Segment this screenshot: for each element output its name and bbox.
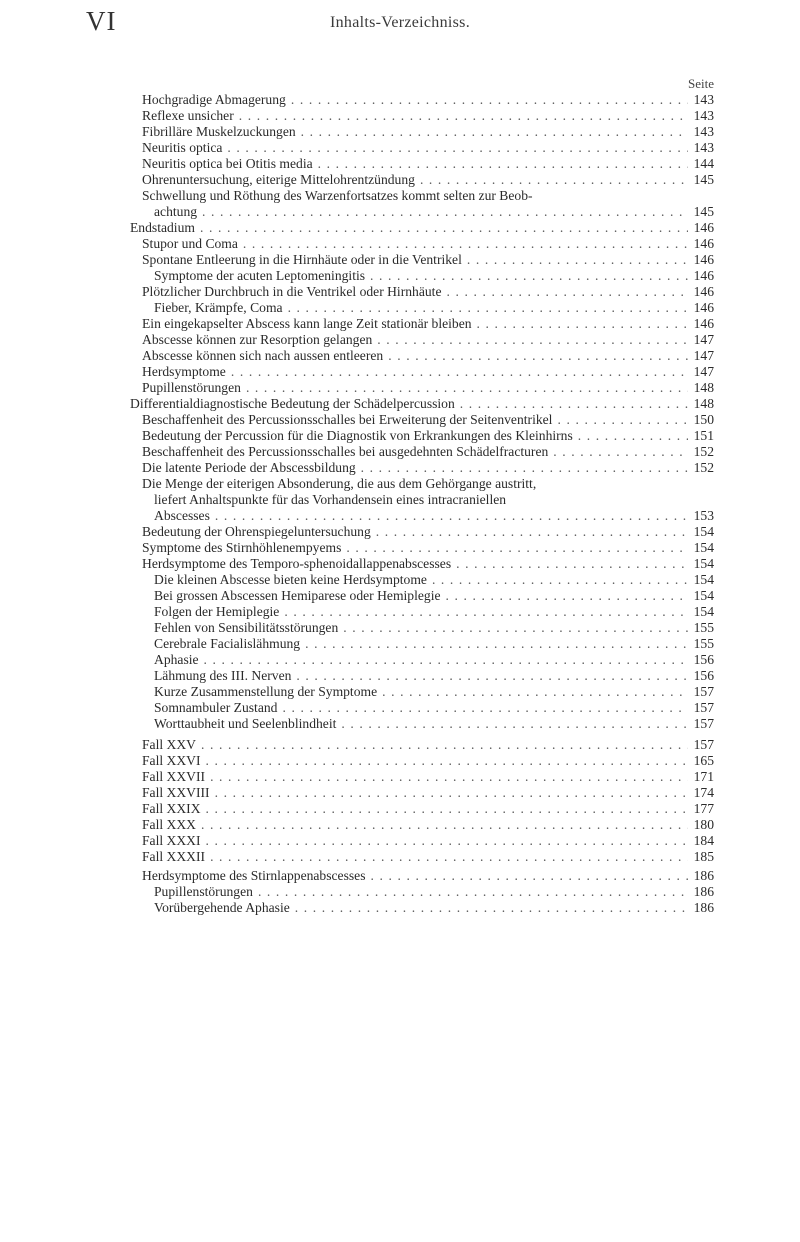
toc-entry-page: 177 <box>693 801 714 816</box>
toc-entry-row <box>142 140 714 156</box>
toc-entry-page: 152 <box>693 444 714 459</box>
toc-entry-title: Herdsymptome <box>142 364 226 379</box>
toc-entry-row <box>142 316 714 332</box>
toc-entry-page: 157 <box>693 737 714 752</box>
toc-entry-row <box>142 769 714 785</box>
toc-entry-row <box>142 444 714 460</box>
toc-entry-page: 171 <box>693 769 714 784</box>
dot-leader <box>201 801 688 817</box>
dot-leader <box>377 684 688 700</box>
toc-entry-title: Spontane Entleerung in die Hirnhäute oder in die Ventrikel <box>142 252 462 267</box>
dot-leader <box>253 884 688 900</box>
dot-leader <box>336 716 688 732</box>
dot-leader <box>356 460 688 476</box>
toc-entry-page: 152 <box>693 460 714 475</box>
toc-entry-page: 143 <box>693 124 714 139</box>
toc-entry-row <box>142 92 714 108</box>
toc-entry-title: Lähmung des III. Nerven <box>154 668 292 683</box>
toc-entry-page: 174 <box>693 785 714 800</box>
toc-entry-row <box>142 524 714 540</box>
toc-entry-title: Folgen der Hemiplegie <box>154 604 280 619</box>
toc-entry-title: Vorübergehende Aphasie <box>154 900 290 915</box>
dot-leader <box>210 508 688 524</box>
dot-leader <box>371 524 688 540</box>
toc-entry-page: 184 <box>693 833 714 848</box>
toc-entry-page: 154 <box>693 572 714 587</box>
toc-entry-title: Bedeutung der Percussion für die Diagnostik von Erkrankungen des Kleinhirns <box>142 428 573 443</box>
dot-leader <box>205 769 688 785</box>
toc-entry-title: Pupillenstörungen <box>142 380 241 395</box>
dot-leader <box>199 652 688 668</box>
toc-entry-row <box>154 268 714 284</box>
toc-entry-page: 144 <box>693 156 714 171</box>
toc-entry-page: 147 <box>693 332 714 347</box>
toc-entry-page: 148 <box>693 396 714 411</box>
toc-entry-row <box>142 236 714 252</box>
toc-entry-row <box>142 785 714 801</box>
toc-entry-row <box>142 284 714 300</box>
toc-entry-row <box>142 156 714 172</box>
dot-leader <box>341 540 688 556</box>
toc-entry-title: Bedeutung der Ohrenspiegeluntersuchung <box>142 524 371 539</box>
toc-entry-row <box>154 204 714 220</box>
toc-entry-title: Abscesse können zur Resorption gelangen <box>142 332 373 347</box>
toc-entry-title: Die kleinen Abscesse bieten keine Herdsymptome <box>154 572 427 587</box>
toc-entry-title: Stupor und Coma <box>142 236 238 251</box>
toc-entry-page: 146 <box>693 220 714 235</box>
dot-leader <box>222 140 688 156</box>
toc-entry-title: Fall XXVIII <box>142 785 210 800</box>
toc-entry-page: 146 <box>693 236 714 251</box>
dot-leader <box>238 236 688 252</box>
toc-entry-row <box>142 849 714 865</box>
dot-leader <box>195 220 688 236</box>
dot-leader <box>366 868 689 884</box>
toc-entry-title: Differentialdiagnostische Bedeutung der Schädelpercussion <box>130 396 455 411</box>
toc-entry-title: Reflexe unsicher <box>142 108 234 123</box>
dot-leader <box>226 364 688 380</box>
toc-entry-page: 180 <box>693 817 714 832</box>
toc-entry-row <box>142 252 714 268</box>
dot-leader <box>552 412 688 428</box>
toc-entry-title: Fall XXVII <box>142 769 206 784</box>
toc-entry-row <box>154 300 714 316</box>
dot-leader <box>313 156 688 172</box>
toc-entry-title: Fehlen von Sensibilitätsstörungen <box>154 620 339 635</box>
toc-entry-row <box>142 868 714 884</box>
toc-entry-row <box>154 572 714 588</box>
toc-entry-title: Hochgradige Abmagerung <box>142 92 286 107</box>
toc-entry-page: 147 <box>693 364 714 379</box>
dot-leader <box>472 316 688 332</box>
toc-entry-row <box>154 508 714 524</box>
toc-entry-page: 154 <box>693 604 714 619</box>
toc-entry-row <box>142 817 714 833</box>
toc-entry-page: 155 <box>693 636 714 651</box>
dot-leader <box>283 300 688 316</box>
dot-leader <box>196 737 688 753</box>
toc-entry-page: 154 <box>693 524 714 539</box>
toc-entry-row <box>142 332 714 348</box>
toc-entry-page: 156 <box>693 668 714 683</box>
toc-entry-title: Fieber, Krämpfe, Coma <box>154 300 283 315</box>
dot-leader <box>573 428 688 444</box>
toc-entry-title: Schwellung und Röthung des Warzenfortsatzes kommt selten zur Beob- <box>142 188 533 203</box>
toc-entry-row <box>142 460 714 476</box>
toc-entry-row <box>154 652 714 668</box>
toc-entry-title: Beschaffenheit des Percussionsschalles bei Erweiterung der Seitenventrikel <box>142 412 553 427</box>
toc-entry-title: Pupillenstörungen <box>154 884 253 899</box>
toc-entry-row <box>154 700 714 716</box>
toc-entry-title: Aphasie <box>154 652 199 667</box>
dot-leader <box>300 636 688 652</box>
running-header: Inhalts-Verzeichniss. <box>329 14 471 31</box>
dot-leader <box>548 444 688 460</box>
toc-entry-page: 186 <box>693 900 714 915</box>
toc-entry-page: 185 <box>693 849 714 864</box>
toc-entry-title-end: achtung <box>154 204 198 219</box>
dot-leader <box>286 92 688 108</box>
toc-entry-row <box>142 412 714 428</box>
toc-entry-page: 153 <box>693 508 714 523</box>
toc-entry-row <box>154 620 714 636</box>
toc-entry-row <box>142 833 714 849</box>
toc-entry-row <box>154 668 714 684</box>
toc-entry-page: 143 <box>693 140 714 155</box>
toc-entry-page: 154 <box>693 540 714 555</box>
toc-entry-row <box>154 636 714 652</box>
dot-leader <box>441 284 688 300</box>
toc-entry-row <box>142 364 714 380</box>
toc-entry-row <box>154 604 714 620</box>
dot-leader <box>415 172 688 188</box>
toc-entry-title: Neuritis optica bei Otitis media <box>142 156 313 171</box>
toc-entry-page: 157 <box>693 700 714 715</box>
toc-entry-title: Beschaffenheit des Percussionsschalles bei ausgedehnten Schädelfracturen <box>142 444 549 459</box>
toc-entry-page: 150 <box>693 412 714 427</box>
dot-leader <box>205 849 688 865</box>
toc-entry-title: Ohrenuntersuchung, eiterige Mittelohrentzündung <box>142 172 415 187</box>
toc-entry-title: Symptome der acuten Leptomeningitis <box>154 268 366 283</box>
toc-entry-row <box>142 737 714 753</box>
dot-leader <box>462 252 688 268</box>
toc-entry-page: 186 <box>693 884 714 899</box>
dot-leader <box>279 604 688 620</box>
toc-entry-page: 146 <box>693 316 714 331</box>
toc-entry-page: 143 <box>693 92 714 107</box>
toc-entry-page: 143 <box>693 108 714 123</box>
toc-entry-title: Cerebrale Facialislähmung <box>154 636 301 651</box>
toc-entry-title: Die Menge der eiterigen Absonderung, die aus dem Gehörgange austritt, <box>142 476 537 491</box>
dot-leader <box>201 753 688 769</box>
dot-leader <box>427 572 688 588</box>
toc-entry-title: Symptome des Stirnhöhlenempyems <box>142 540 342 555</box>
toc-entry-page: 148 <box>693 380 714 395</box>
toc-entry-row <box>154 900 714 916</box>
toc-entry-row <box>154 588 714 604</box>
toc-entry-row <box>142 172 714 188</box>
toc-entry-title: Plötzlicher Durchbruch in die Ventrikel oder Hirnhäute <box>142 284 442 299</box>
toc-entry-row <box>154 684 714 700</box>
dot-leader <box>291 668 688 684</box>
toc-entry-row <box>142 556 714 572</box>
dot-leader <box>234 108 688 124</box>
toc-entry-title: Fibrilläre Muskelzuckungen <box>142 124 296 139</box>
toc-entry-row <box>130 220 714 236</box>
toc-entry-row <box>142 124 714 140</box>
dot-leader <box>365 268 688 284</box>
toc-entry-page: 156 <box>693 652 714 667</box>
toc-entry-page: 146 <box>693 284 714 299</box>
toc-entry-title: Fall XXIX <box>142 801 201 816</box>
toc-entry-page: 157 <box>693 684 714 699</box>
dot-leader <box>197 204 688 220</box>
toc-entry-title: Somnambuler Zustand <box>154 700 278 715</box>
toc-entry-row <box>154 716 714 732</box>
toc-entry-page: 151 <box>693 428 714 443</box>
toc-entry-title: Endstadium <box>130 220 195 235</box>
toc-entry-page: 146 <box>693 252 714 267</box>
dot-leader <box>455 396 688 412</box>
toc-entry-title: Ein eingekapselter Abscess kann lange Zeit stationär bleiben <box>142 316 472 331</box>
toc-entry-page: 146 <box>693 268 714 283</box>
toc-entry-row <box>142 540 714 556</box>
toc-entry-row <box>142 801 714 817</box>
toc-entry-page: 155 <box>693 620 714 635</box>
page-number: VI <box>86 6 117 36</box>
toc-entry-page: 147 <box>693 348 714 363</box>
dot-leader <box>372 332 688 348</box>
toc-entry-title: Herdsymptome des Stirnlappenabscesses <box>142 868 366 883</box>
dot-leader <box>296 124 688 140</box>
toc-entry-row <box>142 753 714 769</box>
toc-entry-title: Neuritis optica <box>142 140 223 155</box>
toc-entry-title: Bei grossen Abscessen Hemiparese oder Hemiplegie <box>154 588 441 603</box>
toc-entry-row <box>130 396 714 412</box>
toc-entry-row <box>154 884 714 900</box>
dot-leader <box>241 380 688 396</box>
toc-entry-page: 146 <box>693 300 714 315</box>
dot-leader <box>201 833 688 849</box>
dot-leader <box>338 620 688 636</box>
dot-leader <box>441 588 688 604</box>
dot-leader <box>210 785 688 801</box>
dot-leader <box>290 900 688 916</box>
toc-entry-title-end: Abscesses <box>154 508 210 523</box>
dot-leader <box>277 700 688 716</box>
dot-leader <box>451 556 688 572</box>
toc-entry-title: Fall XXVI <box>142 753 201 768</box>
toc-entry-page: 154 <box>693 588 714 603</box>
toc-entry-title: Fall XXX <box>142 817 196 832</box>
seite-column-label: Seite <box>688 76 714 91</box>
toc-entry-row <box>142 348 714 364</box>
toc-entry-title: Abscesse können sich nach aussen entleeren <box>142 348 384 363</box>
toc-entry-page: 165 <box>693 753 714 768</box>
toc-entry-row <box>142 108 714 124</box>
toc-entry-page: 145 <box>693 172 714 187</box>
toc-entry-title-continued: liefert Anhaltspunkte für das Vorhandensein eines intracraniellen <box>154 492 507 507</box>
toc-entry-title: Kurze Zusammenstellung der Symptome <box>154 684 378 699</box>
toc-entry-row <box>142 380 714 396</box>
toc-entry-title: Fall XXV <box>142 737 196 752</box>
toc-entry-page: 145 <box>693 204 714 219</box>
toc-entry-page: 157 <box>693 716 714 731</box>
toc-entry-page: 186 <box>693 868 714 883</box>
toc-entry-page: 154 <box>693 556 714 571</box>
toc-entry-row <box>142 428 714 444</box>
toc-entry-title: Worttaubheit und Seelenblindheit <box>154 716 337 731</box>
toc-entry-title: Die latente Periode der Abscessbildung <box>142 460 356 475</box>
toc-entry-title: Fall XXXII <box>142 849 206 864</box>
dot-leader <box>196 817 688 833</box>
toc-entry-title: Fall XXXI <box>142 833 201 848</box>
dot-leader <box>383 348 688 364</box>
toc-entry-title: Herdsymptome des Temporo-sphenoidallappenabscesses <box>142 556 452 571</box>
